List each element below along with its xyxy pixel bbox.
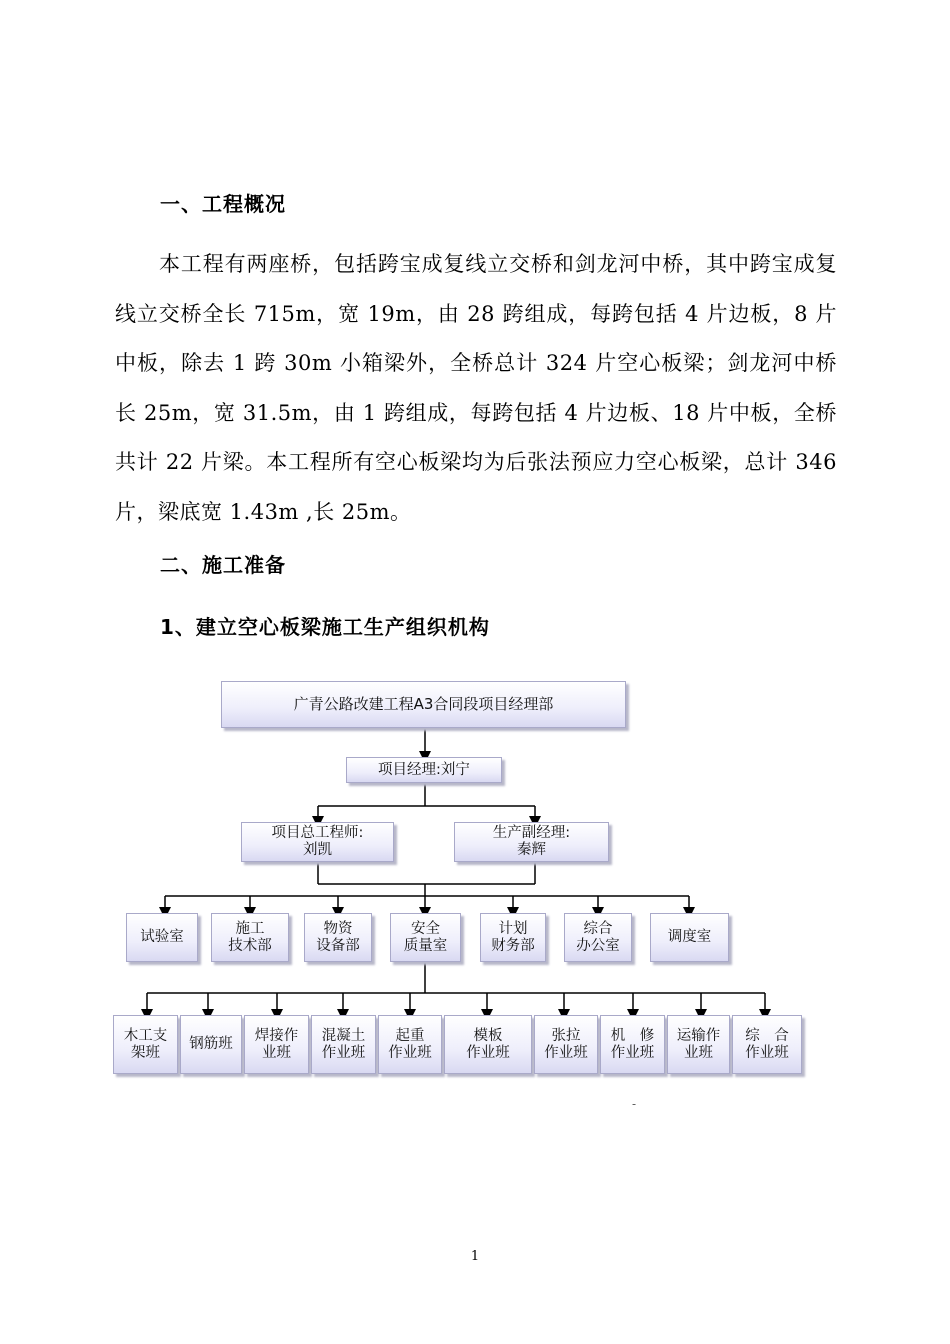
org-dept-laboratory: 试验室 [126, 913, 198, 962]
subsection-heading-organization: 1、建立空心板梁施工生产组织机构 [160, 615, 490, 639]
org-dept-materials-equipment: 物资 设备部 [304, 913, 372, 962]
org-team-welding: 焊接作 业班 [244, 1015, 309, 1074]
org-team-carpentry-support: 木工支 架班 [113, 1015, 178, 1074]
org-team-rebar: 钢筋班 [180, 1015, 242, 1074]
org-root-project-department: 广青公路改建工程A3合同段项目经理部 [221, 681, 626, 728]
org-team-general: 综 合 作业班 [732, 1015, 802, 1074]
org-project-manager: 项目经理:刘宁 [346, 757, 502, 783]
org-dept-safety-quality: 安全 质量室 [390, 913, 461, 962]
org-team-concrete: 混凝土 作业班 [311, 1015, 376, 1074]
overview-paragraph: 本工程有两座桥，包括跨宝成复线立交桥和剑龙河中桥，其中跨宝成复线立交桥全长 715m，宽 19m，由 28 跨组成，每跨包括 4 片边板，8 片中板，除去 1 跨 30m 小箱梁外，全桥总计 324 片空心板梁；剑龙河中桥长 25m，宽 31.5m，由 1 跨组成，每跨包括 4 片边板、18 片中板，全桥共计 22 片梁。本工程所有空心板梁均为后张法预应力空心板梁，总计 346 片，梁底宽 1.43m ,长 25m。 [115, 252, 837, 524]
section-heading-preparation: 二、施工准备 [160, 553, 286, 577]
org-chief-engineer: 项目总工程师: 刘凯 [241, 822, 394, 862]
org-team-formwork: 模板 作业班 [444, 1015, 532, 1074]
section-heading-overview: 一、工程概况 [160, 192, 286, 216]
org-dept-dispatch: 调度室 [650, 913, 729, 962]
org-dept-general-office: 综合 办公室 [564, 913, 632, 962]
org-deputy-production-manager: 生产副经理: 秦辉 [454, 822, 609, 862]
org-team-lifting: 起重 作业班 [378, 1015, 442, 1074]
org-team-tensioning: 张拉 作业班 [534, 1015, 598, 1074]
org-dept-construction-tech: 施工 技术部 [211, 913, 289, 962]
page-number: 1 [470, 1249, 480, 1264]
org-dept-planning-finance: 计划 财务部 [480, 913, 546, 962]
org-team-repair: 机 修 作业班 [600, 1015, 665, 1074]
org-team-transport: 运输作 业班 [667, 1015, 730, 1074]
footer-dash: - [632, 1097, 637, 1111]
